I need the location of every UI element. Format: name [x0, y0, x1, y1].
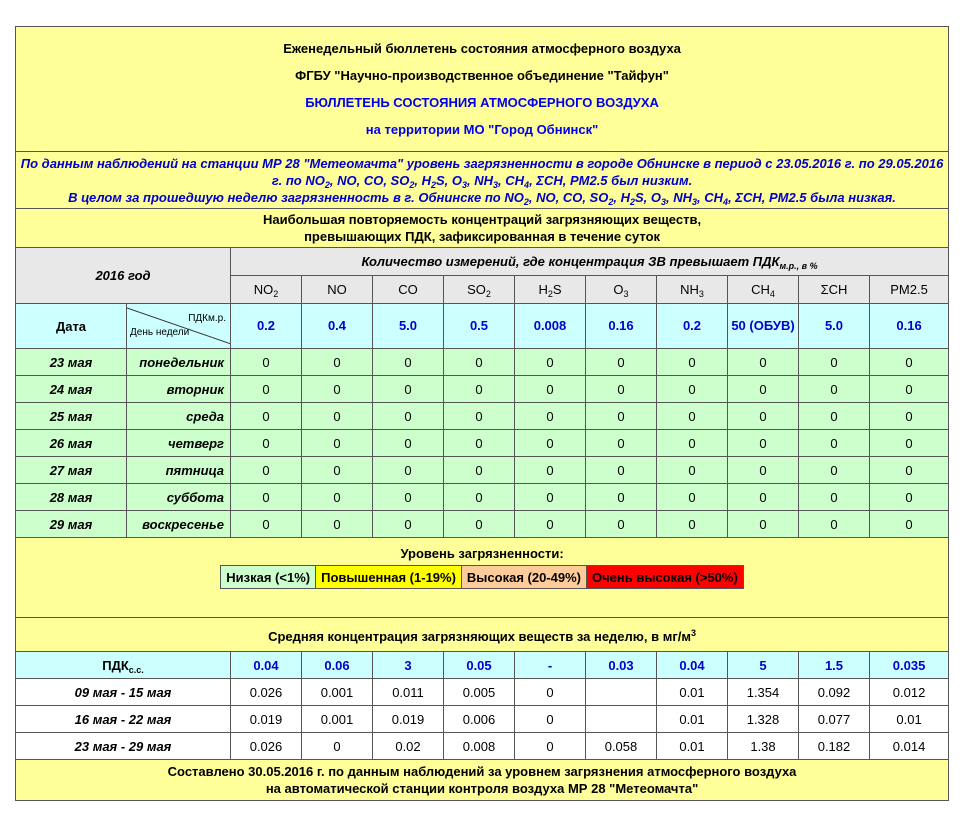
- exceedance-value: 0: [586, 403, 657, 430]
- exceedance-value: 0: [728, 511, 799, 538]
- pollutant-name: , NH: [666, 189, 693, 205]
- header-line-2: ФГБУ "Научно-производственное объединение "Тайфун": [295, 68, 669, 83]
- row-date: 24 мая: [16, 376, 127, 403]
- exceedance-value: 0: [870, 403, 949, 430]
- pdk-mr-value: 0.16: [586, 304, 657, 349]
- year-label: 2016 год: [16, 248, 231, 304]
- summary-text: [16, 152, 949, 209]
- pollutant-name: NO: [305, 172, 325, 188]
- header-line-3: БЮЛЛЕТЕНЬ СОСТОЯНИЯ АТМОСФЕРНОГО ВОЗДУХА: [305, 95, 659, 110]
- week-period: 16 мая - 22 мая: [16, 706, 231, 733]
- levels-title: Уровень загрязненности:: [400, 546, 564, 561]
- bulletin-table: [15, 26, 949, 801]
- exceedance-value: 0: [231, 511, 302, 538]
- exceedance-value: 0: [515, 430, 586, 457]
- pollutant-name: , H: [414, 172, 431, 188]
- exceedance-value: 0: [515, 484, 586, 511]
- exceedance-value: 0: [231, 484, 302, 511]
- pollutant-name: , H: [613, 189, 630, 205]
- average-value: 0.01: [870, 706, 949, 733]
- row-weekday: понедельник: [127, 349, 231, 376]
- footer-row: [16, 760, 949, 801]
- daily-row: [16, 403, 949, 430]
- exceedance-value: 0: [302, 511, 373, 538]
- pollutant-subscript: 2: [324, 179, 330, 190]
- exceedance-value: 0: [373, 403, 444, 430]
- average-value: 1.354: [728, 679, 799, 706]
- exceedance-value: 0: [231, 403, 302, 430]
- exceedance-value: 0: [373, 511, 444, 538]
- pollutant-subscript: 2: [629, 196, 635, 207]
- pdk-ss-value: 0.03: [586, 652, 657, 679]
- header-line-4: на территории МО "Город Обнинск": [365, 122, 599, 137]
- average-value: 0: [515, 733, 586, 760]
- weekly-average-row: [16, 706, 949, 733]
- substance-name: SO: [467, 282, 486, 297]
- date-column-header: Дата: [16, 304, 127, 349]
- average-value: 0.182: [799, 733, 870, 760]
- pdk-ss-value: 3: [373, 652, 444, 679]
- average-value: 0.058: [586, 733, 657, 760]
- exceedance-value: 0: [444, 484, 515, 511]
- average-value: 0.019: [231, 706, 302, 733]
- exceedance-value: 0: [231, 430, 302, 457]
- pollutant-name: NO: [504, 189, 524, 205]
- average-value: 0.026: [231, 679, 302, 706]
- summary-part-4: была низкая.: [806, 189, 896, 205]
- exceedance-value: 0: [870, 349, 949, 376]
- substance-name-tail: S: [552, 282, 562, 297]
- average-value: 0.006: [444, 706, 515, 733]
- daily-row: [16, 349, 949, 376]
- substance-header: [657, 276, 728, 304]
- average-value: 1.328: [728, 706, 799, 733]
- repeat-section-title: [16, 209, 949, 248]
- substance-subscript: 4: [769, 289, 775, 299]
- pdk-ss-value: 0.04: [657, 652, 728, 679]
- level-4: Очень высокая (>50%): [586, 566, 743, 589]
- exceedance-value: 0: [515, 511, 586, 538]
- bulletin-footer: [16, 760, 949, 801]
- pdk-mr-value: 0.2: [657, 304, 728, 349]
- exceedance-value: 0: [373, 457, 444, 484]
- daily-row: [16, 484, 949, 511]
- exceedance-value: 0: [870, 376, 949, 403]
- pollutant-subscript: 2: [523, 196, 529, 207]
- pollutant-subscript: 3: [462, 179, 468, 190]
- level-3: Высокая (20-49%): [461, 566, 586, 589]
- exceedance-value: 0: [870, 511, 949, 538]
- average-value: 1.38: [728, 733, 799, 760]
- footer-line-2: на автоматической станции контроля воздуха МР 28 "Метеомачта": [265, 781, 699, 796]
- exceedance-value: 0: [657, 511, 728, 538]
- substance-header: [302, 276, 373, 304]
- daily-row: [16, 430, 949, 457]
- levels-row: [16, 538, 949, 618]
- average-value: 0.01: [657, 733, 728, 760]
- average-value: 0.02: [373, 733, 444, 760]
- average-title-text: Средняя концентрация загрязняющих веществ за неделю, в мг/м: [268, 628, 691, 644]
- pollutant-subscript: 3: [493, 179, 499, 190]
- daily-row: [16, 511, 949, 538]
- average-value: 0.01: [657, 679, 728, 706]
- pollutant-list: [504, 190, 806, 205]
- exceedance-value: 0: [728, 349, 799, 376]
- exceedance-value: 0: [799, 376, 870, 403]
- exceedance-value: 0: [373, 376, 444, 403]
- pollutant-subscript: 4: [723, 196, 729, 207]
- substance-subscript: 2: [273, 289, 279, 299]
- exceedance-value: 0: [870, 457, 949, 484]
- row-date: 26 мая: [16, 430, 127, 457]
- exceedance-value: 0: [586, 484, 657, 511]
- substance-header: [444, 276, 515, 304]
- pdk-ss-value: 0.06: [302, 652, 373, 679]
- exceedance-value: 0: [373, 349, 444, 376]
- substance-name: NO: [253, 282, 274, 297]
- exceedance-value: 0: [302, 457, 373, 484]
- exceedance-value: 0: [728, 403, 799, 430]
- exceedance-value: 0: [515, 349, 586, 376]
- exceedance-value: 0: [728, 484, 799, 511]
- pollutant-subscript: 3: [661, 196, 667, 207]
- exceedance-value: 0: [870, 484, 949, 511]
- levels-table: [220, 565, 744, 589]
- exceedance-value: 0: [302, 484, 373, 511]
- pdk-ss-value: -: [515, 652, 586, 679]
- exceedance-value: 0: [799, 457, 870, 484]
- level-1: Низкая (<1%): [221, 566, 316, 589]
- daily-row: [16, 457, 949, 484]
- week-period: 09 мая - 15 мая: [16, 679, 231, 706]
- pdk-mr-label: ПДКм.р.: [188, 313, 226, 324]
- pollutant-subscript: 3: [692, 196, 698, 207]
- exceedance-value: 0: [231, 376, 302, 403]
- pollutant-subscript: 4: [524, 179, 530, 190]
- average-value: 0.01: [657, 706, 728, 733]
- average-value: 0.026: [231, 733, 302, 760]
- exceedance-value: 0: [444, 430, 515, 457]
- row-weekday: суббота: [127, 484, 231, 511]
- pdk-mr-value: 5.0: [373, 304, 444, 349]
- substance-header: [373, 276, 444, 304]
- exceedance-value: 0: [870, 430, 949, 457]
- pollutant-name: , ΣCH, PM2.5: [529, 172, 608, 188]
- average-value: 0.008: [444, 733, 515, 760]
- exceedance-value: 0: [302, 349, 373, 376]
- pdk-ss-label: [16, 652, 231, 679]
- average-value: 0.077: [799, 706, 870, 733]
- substance-header: [515, 276, 586, 304]
- substance-name: CH: [751, 282, 770, 297]
- exceedance-value: 0: [515, 403, 586, 430]
- count-title: Количество измерений, где концентрация ЗВ превышает $ПДК_{м.р., в \%}$: [231, 248, 949, 276]
- pdk-ss-label-subscript: с.с.: [128, 664, 144, 675]
- exceedance-value: 0: [728, 457, 799, 484]
- exceedance-value: 0: [657, 430, 728, 457]
- weekly-average-row: [16, 679, 949, 706]
- pdk-ss-value: 5: [728, 652, 799, 679]
- diagonal-header-cell: [127, 304, 231, 349]
- pollutant-name: , NH: [467, 172, 494, 188]
- average-value: 0: [515, 679, 586, 706]
- exceedance-value: 0: [231, 349, 302, 376]
- substance-name: PM2.5: [890, 282, 928, 297]
- average-section-title: [16, 618, 949, 652]
- exceedance-value: 0: [302, 430, 373, 457]
- row-date: 25 мая: [16, 403, 127, 430]
- exceedance-value: 0: [373, 484, 444, 511]
- exceedance-value: 0: [799, 403, 870, 430]
- substance-name: ΣCH: [820, 282, 848, 297]
- average-title-row: [16, 618, 949, 652]
- average-value: [586, 679, 657, 706]
- average-value: 0.012: [870, 679, 949, 706]
- daily-row: [16, 376, 949, 403]
- pollutant-name: S, O: [436, 172, 463, 188]
- diagonal-line: [127, 304, 231, 348]
- substance-header: [231, 276, 302, 304]
- pdk-ss-value: 0.035: [870, 652, 949, 679]
- pdk-mr-value: 5.0: [799, 304, 870, 349]
- pollutant-name: , ΣCH, PM2.5: [728, 189, 807, 205]
- exceedance-value: 0: [799, 484, 870, 511]
- average-value: 0.092: [799, 679, 870, 706]
- substance-header: [870, 276, 949, 304]
- summary-part-1: По данным наблюдений на станции МР 28 "Метеомачта" уровень загрязненности в городе Обнинске в период с 23.05.2016 г. по 29.05.2016 г. по: [20, 155, 944, 188]
- row-date: 23 мая: [16, 349, 127, 376]
- substance-subscript: 2: [485, 289, 491, 299]
- pollutant-name: , NO, CO, SO: [528, 189, 609, 205]
- pdk-ss-label-text: ПДК: [102, 657, 129, 673]
- pdk-mr-value: 0.16: [870, 304, 949, 349]
- pollutant-name: , CH: [498, 172, 525, 188]
- exceedance-value: 0: [799, 349, 870, 376]
- footer-line-1: Составлено 30.05.2016 г. по данным наблюдений за уровнем загрязнения атмосферного воздуха: [167, 764, 797, 779]
- header-line-1: Еженедельный бюллетень состояния атмосферного воздуха: [283, 41, 681, 56]
- row-weekday: вторник: [127, 376, 231, 403]
- average-value: 0.001: [302, 706, 373, 733]
- average-value: 0.014: [870, 733, 949, 760]
- exceedance-value: 0: [444, 457, 515, 484]
- average-title-superscript: 3: [690, 627, 696, 638]
- pdk-ss-value: 0.04: [231, 652, 302, 679]
- substance-subscript: 2: [547, 289, 553, 299]
- exceedance-value: 0: [586, 457, 657, 484]
- summary-part-3: В целом за прошедшую неделю загрязненность в г. Обнинске по: [68, 189, 505, 205]
- pdk-mr-value: 0.4: [302, 304, 373, 349]
- exceedance-value: 0: [515, 457, 586, 484]
- substance-subscript: 3: [698, 289, 704, 299]
- average-value: 0.019: [373, 706, 444, 733]
- row-date: 27 мая: [16, 457, 127, 484]
- substance-header: [728, 276, 799, 304]
- exceedance-value: 0: [302, 403, 373, 430]
- pollutant-list: [305, 173, 607, 188]
- exceedance-value: 0: [302, 376, 373, 403]
- weekday-label: День недели: [130, 327, 190, 338]
- level-2: Повышенная (1-19%): [316, 566, 462, 589]
- exceedance-value: 0: [799, 511, 870, 538]
- bulletin-header: [16, 27, 949, 152]
- pollutant-subscript: 2: [430, 179, 436, 190]
- substance-name: H: [538, 282, 548, 297]
- exceedance-value: 0: [444, 376, 515, 403]
- exceedance-value: 0: [657, 403, 728, 430]
- average-value: 0.011: [373, 679, 444, 706]
- pollutant-name: , NO, CO, SO: [329, 172, 410, 188]
- pollutant-name: S, O: [635, 189, 662, 205]
- average-value: [586, 706, 657, 733]
- weekly-average-row: [16, 733, 949, 760]
- exceedance-value: 0: [444, 511, 515, 538]
- pdk-ss-row: [16, 652, 949, 679]
- average-value: 0: [302, 733, 373, 760]
- exceedance-value: 0: [657, 457, 728, 484]
- substance-name: NH: [680, 282, 699, 297]
- pollutant-subscript: 2: [608, 196, 614, 207]
- week-period: 23 мая - 29 мая: [16, 733, 231, 760]
- exceedance-value: 0: [586, 349, 657, 376]
- exceedance-value: 0: [586, 511, 657, 538]
- row-weekday: четверг: [127, 430, 231, 457]
- repeat-title-line-1: Наибольшая повторяемость концентраций загрязняющих веществ,: [263, 212, 702, 227]
- exceedance-value: 0: [231, 457, 302, 484]
- exceedance-value: 0: [799, 430, 870, 457]
- exceedance-value: 0: [657, 484, 728, 511]
- exceedance-value: 0: [444, 403, 515, 430]
- substance-name: CO: [398, 282, 418, 297]
- exceedance-value: 0: [728, 430, 799, 457]
- average-value: 0.005: [444, 679, 515, 706]
- row-weekday: воскресенье: [127, 511, 231, 538]
- exceedance-value: 0: [657, 376, 728, 403]
- bulletin: [15, 26, 949, 801]
- row-date: 29 мая: [16, 511, 127, 538]
- substance-header: [586, 276, 657, 304]
- average-value: 0: [515, 706, 586, 733]
- exceedance-value: 0: [657, 349, 728, 376]
- pdk-mr-value: 0.2: [231, 304, 302, 349]
- exceedance-value: 0: [586, 376, 657, 403]
- pdk-ss-value: 0.05: [444, 652, 515, 679]
- substance-subscript: 3: [623, 289, 629, 299]
- substance-header: [799, 276, 870, 304]
- row-weekday: среда: [127, 403, 231, 430]
- exceedance-value: 0: [444, 349, 515, 376]
- exceedance-value: 0: [373, 430, 444, 457]
- pdk-mr-value: 0.5: [444, 304, 515, 349]
- pdk-mr-value: 0.008: [515, 304, 586, 349]
- row-weekday: пятница: [127, 457, 231, 484]
- pdk-mr-value: 50 (ОБУВ): [728, 304, 799, 349]
- pollutant-name: , CH: [697, 189, 724, 205]
- exceedance-value: 0: [515, 376, 586, 403]
- repeat-title-line-2: превышающих ПДК, зафиксированная в течение суток: [304, 229, 661, 244]
- substance-name: O: [613, 282, 624, 297]
- pollution-levels-legend: [16, 538, 949, 618]
- exceedance-value: 0: [728, 376, 799, 403]
- substance-name: NO: [327, 282, 347, 297]
- pdk-ss-value: 1.5: [799, 652, 870, 679]
- summary-part-2: был низким.: [607, 172, 693, 188]
- average-value: 0.001: [302, 679, 373, 706]
- exceedance-value: 0: [586, 430, 657, 457]
- row-date: 28 мая: [16, 484, 127, 511]
- pollutant-subscript: 2: [409, 179, 415, 190]
